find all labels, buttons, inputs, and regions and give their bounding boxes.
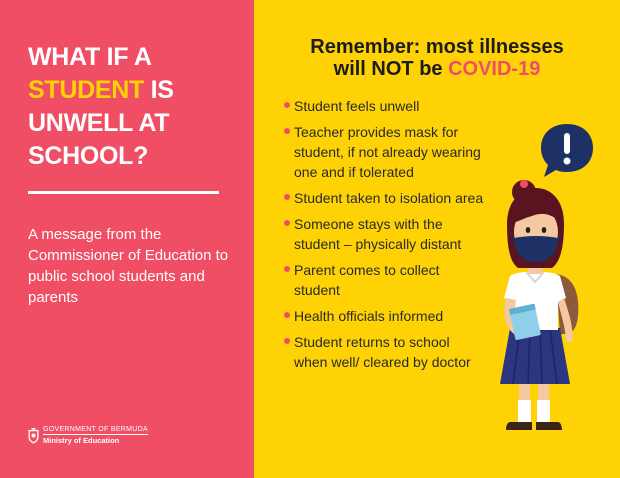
ministry-name: Ministry of Education [43,436,120,445]
list-item [284,306,484,326]
government-name: GOVERNMENT OF BERMUDA [43,426,148,433]
title-most-illnesses: most illnesses [420,36,564,58]
title-remember: Remember: [310,36,421,58]
step-text: Teacher provides mask for student, if not already wearing one and if tolerated [294,124,481,180]
step-text: Student taken to isolation area [294,190,484,206]
headline [28,41,243,173]
title-will-not-be: will NOT be [333,58,449,80]
list-item [284,332,484,372]
headline-highlight: STUDENT [28,76,144,104]
steps-list [284,96,484,378]
list-item [284,214,484,254]
left-panel [0,0,254,478]
list-item [284,260,484,300]
headline-line-2-rest: IS [143,76,174,104]
bullet-icon [284,220,290,226]
headline-line-4: SCHOOL? [28,142,149,170]
bullet-icon [284,266,290,272]
government-logo [28,426,148,445]
list-item [284,188,484,208]
step-text: Health officials informed [294,308,444,324]
title-covid-highlight: COVID-19 [448,58,541,80]
list-item [284,96,484,116]
divider [28,191,219,194]
exclamation-bubble-icon [539,122,595,180]
bermuda-crest-icon [28,428,39,444]
bullet-icon [284,312,290,318]
bullet-icon [284,194,290,200]
step-text: Student returns to school when well/ cleared by doctor [294,334,471,370]
step-text: Someone stays with the student – physically distant [294,216,462,252]
bullet-icon [284,338,290,344]
commissioner-message: A message from the Commissioner of Education to public school students and parents [28,226,229,306]
list-item [284,122,484,182]
headline-line-1: WHAT IF A [28,43,152,71]
headline-line-3: UNWELL AT [28,109,170,137]
bullet-icon [284,102,290,108]
step-text: Parent comes to collect student [294,262,440,298]
step-text: Student feels unwell [294,98,420,114]
bullet-icon [284,128,290,134]
masked-student-illustration [480,178,605,444]
reminder-title [254,36,620,80]
